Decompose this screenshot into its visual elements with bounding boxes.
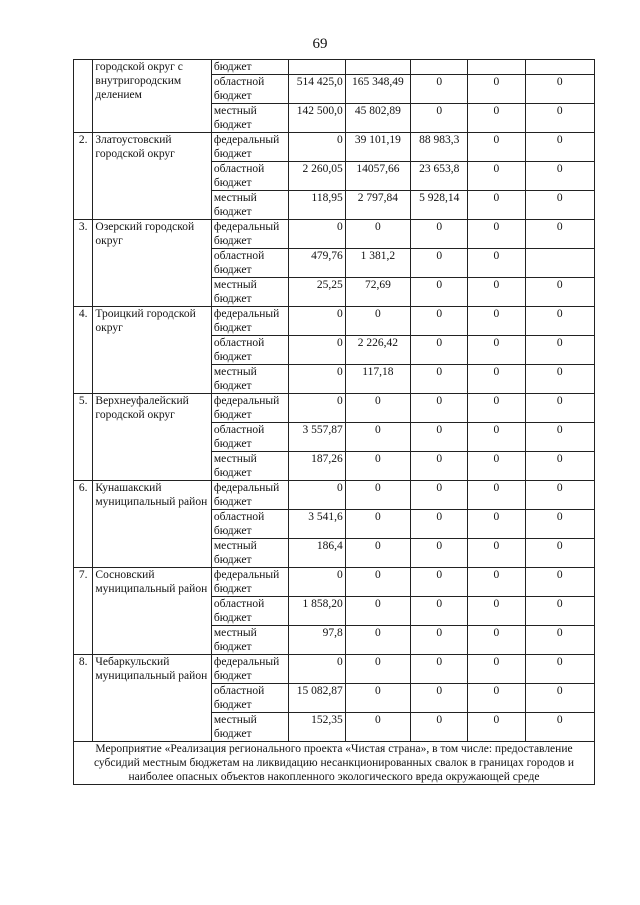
value-cell: 187,26 bbox=[288, 452, 345, 481]
budget-type: областной бюджет bbox=[211, 162, 288, 191]
value-cell bbox=[525, 249, 595, 278]
value-cell: 15 082,87 bbox=[288, 684, 345, 713]
value-cell: 0 bbox=[525, 684, 595, 713]
budget-type: федеральный бюджет bbox=[211, 133, 288, 162]
row-number: 7. bbox=[74, 568, 93, 655]
value-cell: 0 bbox=[468, 249, 525, 278]
value-cell: 1 858,20 bbox=[288, 597, 345, 626]
budget-type: федеральный бюджет bbox=[211, 394, 288, 423]
value-cell: 0 bbox=[525, 104, 595, 133]
value-cell: 3 541,6 bbox=[288, 510, 345, 539]
value-cell: 0 bbox=[525, 133, 595, 162]
value-cell: 0 bbox=[345, 423, 410, 452]
value-cell: 0 bbox=[411, 713, 468, 742]
value-cell: 0 bbox=[345, 510, 410, 539]
value-cell: 0 bbox=[411, 481, 468, 510]
value-cell: 0 bbox=[345, 394, 410, 423]
value-cell: 0 bbox=[525, 452, 595, 481]
value-cell: 0 bbox=[468, 481, 525, 510]
budget-type: областной бюджет bbox=[211, 597, 288, 626]
value-cell: 0 bbox=[468, 568, 525, 597]
table-row bbox=[74, 655, 595, 684]
table-row bbox=[74, 481, 595, 510]
table-row bbox=[74, 568, 595, 597]
value-cell: 88 983,3 bbox=[411, 133, 468, 162]
table-row bbox=[74, 307, 595, 336]
value-cell: 0 bbox=[525, 539, 595, 568]
value-cell: 0 bbox=[525, 626, 595, 655]
budget-type: местный бюджет bbox=[211, 626, 288, 655]
municipality-name: Озерский городской округ bbox=[93, 220, 212, 307]
value-cell: 0 bbox=[525, 336, 595, 365]
municipality-name: Троицкий городской округ bbox=[93, 307, 212, 394]
value-cell: 0 bbox=[525, 191, 595, 220]
budget-type: областной бюджет bbox=[211, 75, 288, 104]
value-cell: 0 bbox=[411, 452, 468, 481]
value-cell: 0 bbox=[345, 539, 410, 568]
value-cell: 0 bbox=[525, 307, 595, 336]
value-cell bbox=[288, 60, 345, 75]
row-number: 4. bbox=[74, 307, 93, 394]
row-number: 5. bbox=[74, 394, 93, 481]
value-cell: 3 557,87 bbox=[288, 423, 345, 452]
value-cell: 0 bbox=[411, 626, 468, 655]
value-cell: 0 bbox=[288, 220, 345, 249]
value-cell: 0 bbox=[288, 568, 345, 597]
value-cell: 0 bbox=[525, 278, 595, 307]
value-cell: 0 bbox=[525, 365, 595, 394]
value-cell: 14057,66 bbox=[345, 162, 410, 191]
value-cell: 0 bbox=[411, 365, 468, 394]
value-cell: 0 bbox=[411, 684, 468, 713]
value-cell: 1 381,2 bbox=[345, 249, 410, 278]
value-cell: 0 bbox=[345, 452, 410, 481]
value-cell bbox=[345, 60, 410, 75]
value-cell: 0 bbox=[468, 307, 525, 336]
value-cell: 2 797,84 bbox=[345, 191, 410, 220]
row-number: 8. bbox=[74, 655, 93, 742]
value-cell: 23 653,8 bbox=[411, 162, 468, 191]
row-number: 2. bbox=[74, 133, 93, 220]
value-cell: 0 bbox=[468, 278, 525, 307]
municipality-name: городской округ с внутригородским делением bbox=[93, 60, 212, 133]
budget-type: местный бюджет bbox=[211, 278, 288, 307]
row-number: 6. bbox=[74, 481, 93, 568]
budget-type: областной бюджет bbox=[211, 684, 288, 713]
value-cell: 0 bbox=[468, 684, 525, 713]
value-cell: 5 928,14 bbox=[411, 191, 468, 220]
table-row bbox=[74, 220, 595, 249]
value-cell: 0 bbox=[288, 133, 345, 162]
value-cell: 0 bbox=[345, 568, 410, 597]
value-cell: 0 bbox=[525, 713, 595, 742]
value-cell bbox=[411, 60, 468, 75]
activity-note: Мероприятие «Реализация регионального проекта «Чистая страна», в том числе: предоставление субсидий местным бюджетам на ликвидацию несанкционированных свалок в границах городов и наиболее опасных объектов накопленного экологического вреда окружающей среде bbox=[74, 742, 595, 785]
value-cell bbox=[525, 60, 595, 75]
value-cell: 0 bbox=[288, 365, 345, 394]
budget-type: местный бюджет bbox=[211, 713, 288, 742]
value-cell: 0 bbox=[345, 655, 410, 684]
value-cell: 0 bbox=[288, 307, 345, 336]
municipality-name: Златоустовский городской округ bbox=[93, 133, 212, 220]
value-cell: 0 bbox=[411, 597, 468, 626]
value-cell: 0 bbox=[468, 162, 525, 191]
row-number: 3. bbox=[74, 220, 93, 307]
budget-type: федеральный бюджет bbox=[211, 481, 288, 510]
value-cell: 0 bbox=[468, 510, 525, 539]
table-row bbox=[74, 394, 595, 423]
value-cell: 142 500,0 bbox=[288, 104, 345, 133]
value-cell: 0 bbox=[288, 394, 345, 423]
budget-type: местный бюджет bbox=[211, 104, 288, 133]
value-cell: 0 bbox=[525, 655, 595, 684]
value-cell: 0 bbox=[411, 568, 468, 597]
budget-type: областной бюджет bbox=[211, 423, 288, 452]
value-cell: 0 bbox=[345, 626, 410, 655]
value-cell: 0 bbox=[288, 655, 345, 684]
budget-type: бюджет bbox=[211, 60, 288, 75]
budget-type: федеральный бюджет bbox=[211, 307, 288, 336]
municipality-name: Кунашакский муниципальный район bbox=[93, 481, 212, 568]
budget-type: местный бюджет bbox=[211, 365, 288, 394]
value-cell: 0 bbox=[468, 336, 525, 365]
budget-table bbox=[73, 59, 595, 785]
value-cell: 0 bbox=[525, 568, 595, 597]
budget-type: федеральный бюджет bbox=[211, 220, 288, 249]
page-number: 69 bbox=[312, 36, 328, 52]
table-row bbox=[74, 133, 595, 162]
value-cell: 72,69 bbox=[345, 278, 410, 307]
value-cell: 0 bbox=[468, 365, 525, 394]
value-cell: 0 bbox=[525, 75, 595, 104]
value-cell: 0 bbox=[411, 655, 468, 684]
budget-type: областной бюджет bbox=[211, 336, 288, 365]
value-cell: 0 bbox=[288, 481, 345, 510]
value-cell: 479,76 bbox=[288, 249, 345, 278]
value-cell: 0 bbox=[525, 481, 595, 510]
value-cell: 45 802,89 bbox=[345, 104, 410, 133]
value-cell: 0 bbox=[411, 75, 468, 104]
value-cell: 0 bbox=[345, 307, 410, 336]
value-cell: 186,4 bbox=[288, 539, 345, 568]
value-cell: 0 bbox=[468, 452, 525, 481]
value-cell: 0 bbox=[411, 539, 468, 568]
value-cell bbox=[468, 60, 525, 75]
value-cell: 0 bbox=[345, 597, 410, 626]
budget-type: местный бюджет bbox=[211, 539, 288, 568]
value-cell: 25,25 bbox=[288, 278, 345, 307]
value-cell: 97,8 bbox=[288, 626, 345, 655]
value-cell: 0 bbox=[345, 713, 410, 742]
value-cell: 0 bbox=[345, 481, 410, 510]
value-cell: 0 bbox=[411, 220, 468, 249]
value-cell: 0 bbox=[468, 655, 525, 684]
budget-type: федеральный бюджет bbox=[211, 655, 288, 684]
value-cell: 0 bbox=[411, 423, 468, 452]
budget-type: областной бюджет bbox=[211, 249, 288, 278]
value-cell: 0 bbox=[468, 104, 525, 133]
value-cell: 0 bbox=[411, 249, 468, 278]
value-cell: 0 bbox=[411, 307, 468, 336]
value-cell: 0 bbox=[468, 626, 525, 655]
value-cell: 0 bbox=[345, 220, 410, 249]
table-row bbox=[74, 60, 595, 75]
municipality-name: Верхнеуфалейский городской округ bbox=[93, 394, 212, 481]
value-cell: 0 bbox=[411, 510, 468, 539]
value-cell: 0 bbox=[525, 597, 595, 626]
value-cell: 0 bbox=[411, 104, 468, 133]
budget-type: федеральный бюджет bbox=[211, 568, 288, 597]
value-cell: 118,95 bbox=[288, 191, 345, 220]
value-cell: 117,18 bbox=[345, 365, 410, 394]
value-cell: 0 bbox=[411, 336, 468, 365]
municipality-name: Чебаркульский муниципальный район bbox=[93, 655, 212, 742]
value-cell: 0 bbox=[525, 220, 595, 249]
budget-table-body bbox=[74, 60, 595, 785]
value-cell: 0 bbox=[411, 278, 468, 307]
value-cell: 0 bbox=[525, 510, 595, 539]
value-cell: 514 425,0 bbox=[288, 75, 345, 104]
budget-type: областной бюджет bbox=[211, 510, 288, 539]
value-cell: 0 bbox=[411, 394, 468, 423]
budget-type: местный бюджет bbox=[211, 452, 288, 481]
value-cell: 0 bbox=[525, 423, 595, 452]
value-cell: 0 bbox=[468, 597, 525, 626]
row-number-cell bbox=[74, 60, 93, 133]
value-cell: 0 bbox=[345, 684, 410, 713]
value-cell: 0 bbox=[525, 394, 595, 423]
value-cell: 0 bbox=[288, 336, 345, 365]
value-cell: 0 bbox=[468, 75, 525, 104]
municipality-name: Сосновский муниципальный район bbox=[93, 568, 212, 655]
value-cell: 0 bbox=[468, 713, 525, 742]
value-cell: 152,35 bbox=[288, 713, 345, 742]
value-cell: 39 101,19 bbox=[345, 133, 410, 162]
value-cell: 0 bbox=[468, 220, 525, 249]
budget-type: местный бюджет bbox=[211, 191, 288, 220]
value-cell: 0 bbox=[468, 539, 525, 568]
table-row bbox=[74, 742, 595, 785]
value-cell: 2 260,05 bbox=[288, 162, 345, 191]
value-cell: 0 bbox=[468, 133, 525, 162]
value-cell: 0 bbox=[468, 423, 525, 452]
value-cell: 0 bbox=[468, 191, 525, 220]
value-cell: 165 348,49 bbox=[345, 75, 410, 104]
value-cell: 2 226,42 bbox=[345, 336, 410, 365]
value-cell: 0 bbox=[525, 162, 595, 191]
value-cell: 0 bbox=[468, 394, 525, 423]
